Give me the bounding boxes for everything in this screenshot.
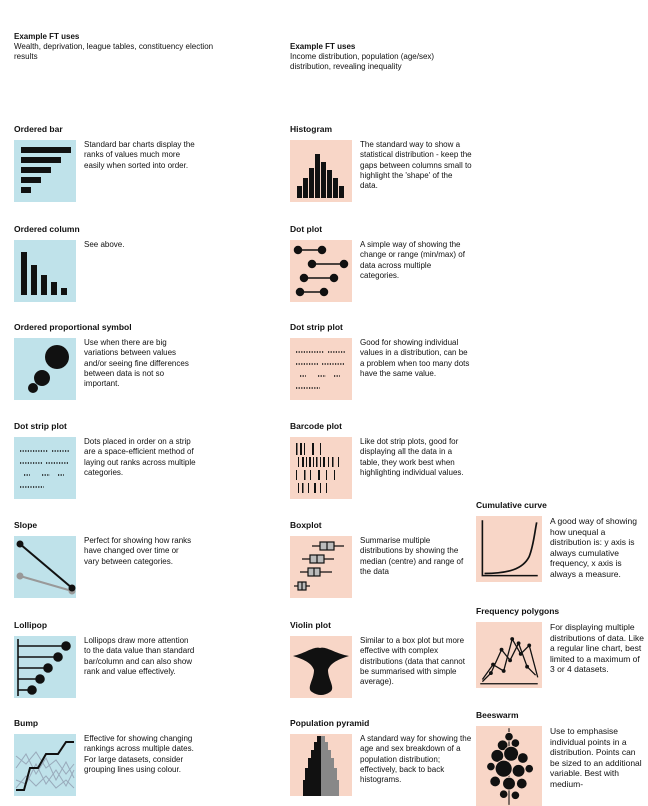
card-description: Effective for showing changing rankings across multiple dates. For large datasets, consider grouping lines using colour. <box>84 734 194 774</box>
card-title: Frequency polygons <box>476 606 560 616</box>
card-description: Use to emphasise individual points in a distribution. Points can be sized to an additional variable. Best with medium- <box>550 726 642 789</box>
card-description: Good for showing individual values in a distribution, can be a problem when too many dots have the same value. <box>360 338 470 378</box>
card-title: Dot strip plot <box>290 322 343 332</box>
card-histogram <box>290 124 480 202</box>
card-description: Like dot strip plots, good for displaying all the data in a table, they work best when highlighting individual values. <box>360 437 464 477</box>
card-title: Violin plot <box>290 620 331 630</box>
intro-text: Wealth, deprivation, league tables, constituency election results <box>14 42 214 61</box>
card-title: Ordered proportional symbol <box>14 322 132 332</box>
ordered-column-icon <box>14 240 76 302</box>
card-title: Dot strip plot <box>14 421 67 431</box>
card-title: Slope <box>14 520 38 530</box>
boxplot-icon <box>290 536 352 598</box>
ordered-bar-icon <box>14 140 76 202</box>
card-description: A good way of showing how unequal a distribution is: y axis is always cumulative frequency, x axis is always a measure. <box>550 516 637 579</box>
card-title: Beeswarm <box>476 710 519 720</box>
card-population-pyramid <box>290 718 480 796</box>
card-description: A standard way for showing the age and sex breakdown of a population distribution; effectively, back to back histograms. <box>360 734 472 785</box>
card-title: Lollipop <box>14 620 48 630</box>
card-title: Boxplot <box>290 520 322 530</box>
card-description: For displaying multiple distributions of data. Like a regular line chart, best limited to a maximum of 3 or 4 datasets. <box>550 622 645 675</box>
card-description: Use when there are big variations between values and/or seeing fine differences between data is not so important. <box>84 338 189 389</box>
card-description: Lollipops draw more attention to the data value than standard bar/column and can also show rank and value effectively. <box>84 636 195 676</box>
card-description: Perfect for showing how ranks have changed over time or vary between categories. <box>84 536 192 566</box>
card-title: Histogram <box>290 124 333 134</box>
card-beeswarm <box>476 710 646 806</box>
card-dot-plot <box>290 224 480 302</box>
card-title: Bump <box>14 718 39 728</box>
card-description: Standard bar charts display the ranks of values much more easily when sorted into order. <box>84 140 195 170</box>
card-description: A simple way of showing the change or range (min/max) of data across multiple categories. <box>360 240 465 280</box>
card-bump <box>14 718 204 796</box>
intro-text: Income distribution, population (age/sex) distribution, revealing inequality <box>290 52 435 71</box>
cumulative-curve-icon <box>476 516 542 582</box>
card-ordered-bar <box>14 124 204 202</box>
card-slope <box>14 520 204 598</box>
card-violin <box>290 620 480 698</box>
card-ordered-column <box>14 224 204 302</box>
histogram-icon <box>290 140 352 202</box>
card-ordered-symbol <box>14 322 204 400</box>
card-description: The standard way to show a statistical distribution - keep the gaps between columns small to highlight the 'shape' of the data. <box>360 140 472 191</box>
proportional-symbol-icon <box>14 338 76 400</box>
card-title: Barcode plot <box>290 421 342 431</box>
lollipop-icon <box>14 636 76 698</box>
card-barcode <box>290 421 480 499</box>
card-description: Similar to a box plot but more effective with complex distributions (data that cannot be summarised with simple average). <box>360 636 465 687</box>
card-title: Cumulative curve <box>476 500 547 510</box>
card-title: Ordered bar <box>14 124 63 134</box>
population-pyramid-icon <box>290 734 352 796</box>
card-description: Dots placed in order on a strip are a space-efficient method of laying out ranks across multiple categories. <box>84 437 196 477</box>
intro-distribution <box>290 42 440 72</box>
bump-icon <box>14 734 76 796</box>
intro-heading: Example FT uses <box>290 42 356 51</box>
card-frequency-polygons <box>476 606 646 688</box>
card-title: Population pyramid <box>290 718 370 728</box>
dot-strip-icon <box>290 338 352 400</box>
beeswarm-icon <box>476 726 542 806</box>
intro-heading: Example FT uses <box>14 32 80 41</box>
violin-icon <box>290 636 352 698</box>
frequency-polygons-icon <box>476 622 542 688</box>
card-description: Summarise multiple distributions by showing the median (centre) and range of the data <box>360 536 464 576</box>
intro-ranking <box>14 32 214 62</box>
card-dot-strip-distribution <box>290 322 480 400</box>
card-boxplot <box>290 520 480 598</box>
card-title: Ordered column <box>14 224 80 234</box>
card-cumulative-curve <box>476 500 646 582</box>
card-lollipop <box>14 620 204 698</box>
card-title: Dot plot <box>290 224 323 234</box>
card-dot-strip-ranking <box>14 421 204 499</box>
barcode-icon <box>290 437 352 499</box>
slope-icon <box>14 536 76 598</box>
card-description: See above. <box>84 240 125 249</box>
dot-strip-icon <box>14 437 76 499</box>
dot-plot-icon <box>290 240 352 302</box>
